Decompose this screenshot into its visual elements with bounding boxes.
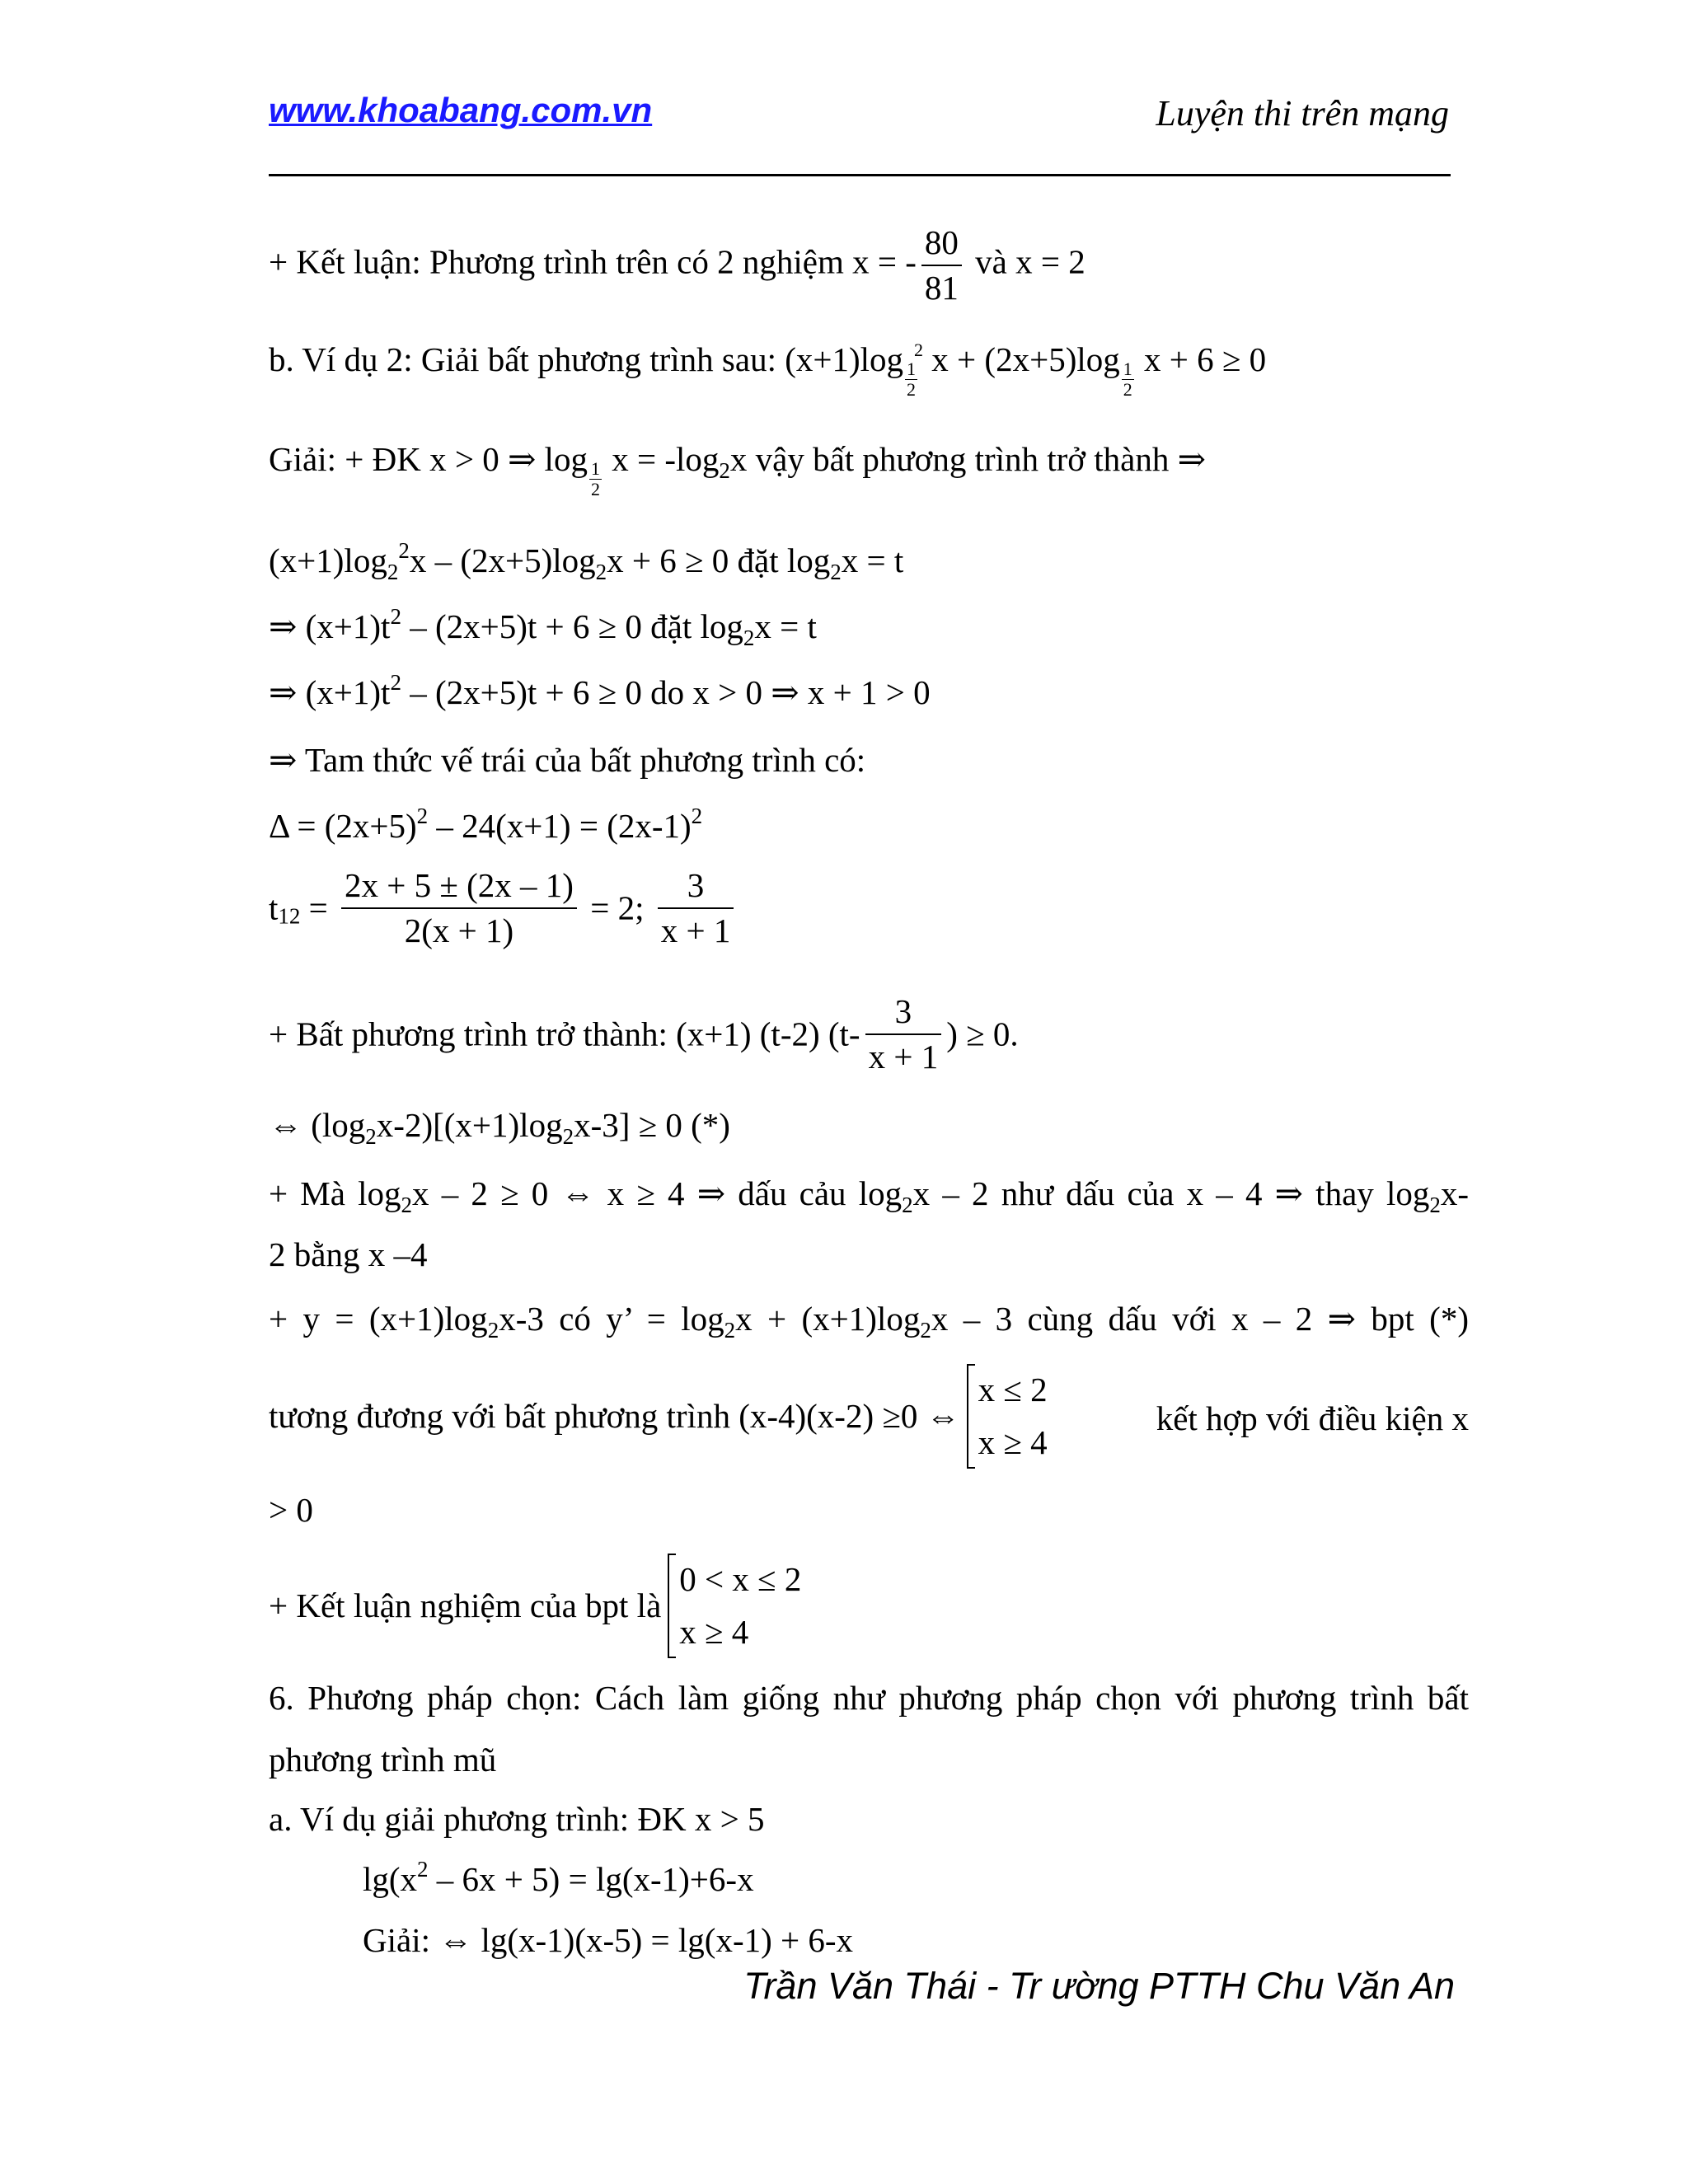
three-over-x-plus-1: $\frac{3}{x + 1}$ [865, 993, 942, 1076]
site-link[interactable]: www.khoabang.com.vn [269, 91, 653, 129]
inequality-becomes-line: + Bất phương trình trở thành: (x+1) (t-2) (t- $\frac{3}{x + 1}$ ) ≥ 0. [269, 992, 1019, 1076]
footer-author: Trần Văn Thái - Tr ường PTTH Chu Văn An [743, 1965, 1455, 2007]
example-equation: $\lg(x^2 - 6x + 5) = \lg(x-1)+6-x$ [363, 1857, 754, 1898]
equivalence-line: tương đương với bất phương trình (x-4)(x-2) ≥0 ⇔ x ≤ 2 x ≥ 4 kết hợp với điều kiện x [269, 1364, 1469, 1469]
discriminant-line: $\Delta = (2x+5)^2 - 24(x+1) = (2x-1)^2$ [269, 804, 703, 845]
example-2-heading: b. Ví dụ 2: Giải bất phương trình sau: (x+1)log $\frac{1}{2}$ 2 x + (2x+5)log $\frac{1}{2}$ x + 6 ≥ 0 [269, 340, 1267, 400]
header-tagline: Luyện thi trên mạng [1156, 93, 1449, 134]
equivalent-inequality-line: ⇔ $(\log_2x-2)[(x+1)\log_2x-3] \ge 0$ (*) [269, 1106, 730, 1149]
example-a-heading: a. Ví dụ giải phương trình: ĐK x > 5 [269, 1800, 765, 1838]
roots-fraction: $\frac{2x + 5 \pm (2x - 1)}{2(x + 1)}$ [341, 867, 577, 949]
substitution-line-2: ⇒ $(x+1)t^2 - (2x+5)t + 6 \ge 0$ do x > 0 ⇒ x + 1 > 0 [269, 670, 931, 711]
solution-condition-line: Giải: + ĐK x > 0 ⇒ log $\frac{1}{2}$ $x = -\log_2x$ vậy bất phương trình trở thành ⇒ [269, 440, 1206, 499]
sign-analysis-line: + Mà $\log_2x - 2 \ge 0$ ⇔ x ≥ 4 ⇒ dấu cảu $\log_2x - 2$ như dấu của x – 4 ⇒ thay $\log_2x-$ [269, 1174, 1470, 1217]
fraction-80-81: $\frac{80}{81}$ [921, 224, 962, 307]
solution-bracket: x ≤ 2 x ≥ 4 [967, 1364, 1048, 1469]
replace-line: 2 bằng x –4 [269, 1235, 428, 1273]
section-6-heading: 6. Phương pháp chọn: Cách làm giống như phương pháp chọn với phương trình bất [269, 1679, 1469, 1717]
derivative-line: + $y = (x+1)\log_2x-3$ có y’ = $\log_2x + (x+1)\log_2x - 3$ cùng dấu với x – 2 ⇒ bpt (*) [269, 1300, 1469, 1343]
second-root-fraction: $\frac{3}{x + 1}$ [658, 867, 734, 949]
conclusion-line-1: + Kết luận: Phương trình trên có 2 nghiệm x = - $\frac{80}{81}$ và x = 2 [269, 223, 1085, 307]
section-6-heading-cont: phương trình mũ [269, 1741, 497, 1779]
substitution-line-1: ⇒ $(x+1)t^2 - (2x+5)t + 6 \ge 0$ đặt $\log_2x = t$ [269, 604, 817, 650]
example-solution-line: Giải: ⇔ lg(x-1)(x-5) = lg(x-1) + 6-x [363, 1921, 854, 1959]
header-divider [269, 174, 1451, 176]
roots-line: $t_{12}$ = $\frac{2x + 5 \pm (2x - 1)}{2(x + 1)}$ = 2; $\frac{3}{x + 1}$ [269, 867, 738, 949]
final-conclusion-line: + Kết luận nghiệm của bpt là 0 < x ≤ 2 x ≥ 4 [269, 1554, 808, 1658]
final-solution-bracket: 0 < x ≤ 2 x ≥ 4 [668, 1554, 801, 1658]
trinomial-line: ⇒ Tam thức vế trái của bất phương trình có: [269, 741, 866, 779]
condition-continuation: > 0 [269, 1491, 313, 1529]
transformed-inequality-line: $(x+1)\log_2^2x - (2x+5)\log_2x + 6 \ge 0$ đặt $\log_2x = t$ [269, 538, 904, 584]
log-base-half: $\frac{1}{2}$ [907, 359, 917, 400]
